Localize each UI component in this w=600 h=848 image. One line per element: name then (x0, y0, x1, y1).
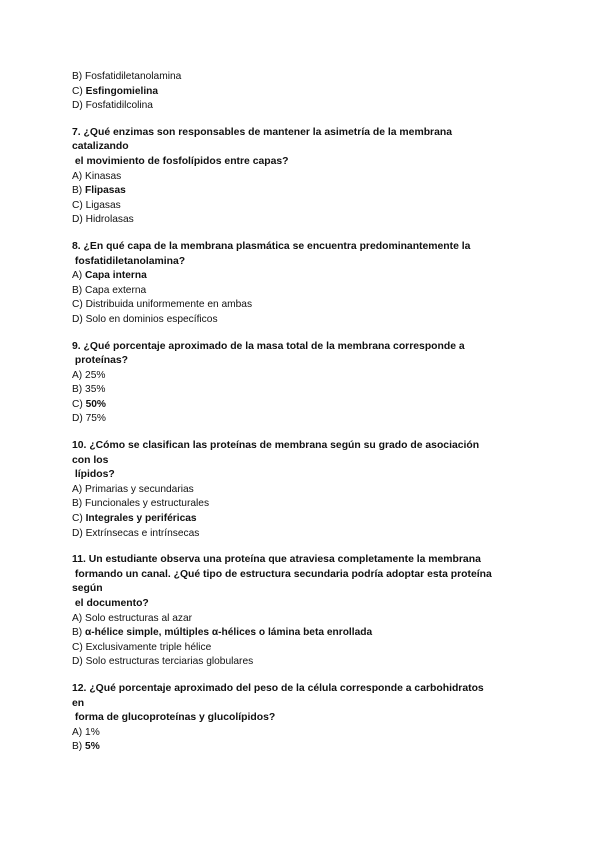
question-gap (72, 427, 522, 439)
answer-option (72, 298, 522, 313)
question-text: 10. ¿Cómo se clasifican las proteínas de membrana según su grado de asociación (72, 440, 480, 452)
option-text: Capa externa (85, 284, 147, 296)
question-text: 9. ¿Qué porcentaje aproximado de la masa total de la membrana corresponde a (72, 340, 465, 352)
question-gap (72, 328, 522, 340)
option-letter: B) (72, 185, 86, 197)
option-text: Solo estructuras al azar (85, 612, 193, 624)
correct-option-text: Capa interna (85, 270, 147, 282)
option-letter: C) (72, 641, 86, 653)
option-letter: A) (72, 170, 86, 182)
option-text: 25% (85, 369, 106, 381)
question-text: formando un canal. ¿Qué tipo de estructura secundaria podría adoptar esta proteína (72, 568, 492, 580)
option-letter: D) (72, 214, 86, 226)
answer-option (72, 99, 522, 114)
option-letter: B) (72, 498, 86, 510)
question-gap (72, 670, 522, 682)
option-text: Fosfatidiletanolamina (85, 71, 182, 82)
option-letter: A) (72, 270, 86, 282)
option-letter: D) (72, 100, 86, 112)
option-text: Solo en dominios específicos (85, 313, 218, 325)
answer-option (72, 412, 522, 427)
question-text: 7. ¿Qué enzimas son responsables de mantener la asimetría de la membrana (72, 126, 452, 138)
answer-option (72, 527, 522, 542)
answer-option (72, 612, 522, 627)
answer-option (72, 398, 522, 413)
question-gap (72, 228, 522, 240)
answer-option (72, 655, 522, 670)
correct-option-text: Flipasas (85, 185, 126, 197)
option-letter: C) (72, 85, 86, 97)
option-letter: C) (72, 299, 86, 311)
answer-option (72, 170, 522, 185)
option-letter: B) (72, 71, 86, 82)
option-text: Solo estructuras terciarias globulares (85, 656, 254, 668)
question-text: 11. Un estudiante observa una proteína que atraviesa completamente la membrana (72, 554, 481, 566)
answer-option (72, 199, 522, 214)
answer-option (72, 497, 522, 512)
question-text: lípidos? (72, 469, 115, 481)
option-letter: A) (72, 369, 86, 381)
answer-option (72, 269, 522, 284)
question-gap (72, 114, 522, 126)
correct-option-text: α-hélice simple, múltiples α-hélices o lámina beta enrollada (85, 627, 373, 639)
answer-option (72, 213, 522, 228)
answer-option (72, 85, 522, 100)
option-text: 35% (85, 384, 106, 396)
answer-option (72, 284, 522, 299)
option-letter: B) (72, 627, 86, 639)
option-text: Distribuida uniformemente en ambas (85, 299, 253, 311)
option-letter: D) (72, 413, 86, 425)
option-text: Extrínsecas e intrínsecas (85, 527, 200, 539)
option-letter: B) (72, 384, 86, 396)
question-text: proteínas? (72, 355, 129, 367)
correct-option-text: Esfingomielina (85, 85, 159, 97)
option-text: Ligasas (85, 199, 121, 211)
option-text: Primarias y secundarias (85, 483, 194, 495)
question-text: con los (72, 454, 109, 466)
answer-option (72, 184, 522, 199)
option-letter: A) (72, 726, 86, 738)
option-letter: D) (72, 656, 86, 668)
option-letter: C) (72, 199, 86, 211)
question-text: forma de glucoproteínas y glucolípidos? (72, 712, 276, 724)
answer-option (72, 626, 522, 641)
option-text: Exclusivamente triple hélice (85, 641, 212, 653)
correct-option-text: Integrales y periféricas (85, 513, 197, 525)
answer-option (72, 641, 522, 656)
question-text: 8. ¿En qué capa de la membrana plasmática se encuentra predominantemente la (72, 240, 471, 252)
document-page (72, 70, 522, 755)
question-text: fosfatidiletanolamina? (72, 255, 186, 267)
answer-option (72, 740, 522, 755)
option-letter: B) (72, 284, 86, 296)
question-text: en (72, 697, 85, 709)
option-letter: B) (72, 741, 86, 753)
answer-option (72, 512, 522, 527)
answer-option (72, 313, 522, 328)
option-text: Kinasas (85, 170, 122, 182)
correct-option-text: 50% (85, 398, 106, 410)
option-letter: C) (72, 513, 86, 525)
option-letter: A) (72, 483, 86, 495)
question-gap (72, 541, 522, 553)
option-text: Funcionales y estructurales (85, 498, 210, 510)
option-letter: D) (72, 527, 86, 539)
option-letter: C) (72, 398, 86, 410)
correct-option-text: 5% (85, 741, 100, 753)
answer-option (72, 383, 522, 398)
option-text: 1% (85, 726, 100, 738)
question-text: según (72, 583, 103, 595)
option-text: Hidrolasas (85, 214, 134, 226)
option-text: Fosfatidilcolina (85, 100, 153, 112)
question-text: el movimiento de fosfolípidos entre capas? (72, 155, 289, 167)
answer-option (72, 726, 522, 741)
question-text: 12. ¿Qué porcentaje aproximado del peso de la célula corresponde a carbohidratos (72, 682, 484, 694)
answer-option (72, 70, 522, 85)
question-text: catalizando (72, 141, 129, 153)
answer-option (72, 483, 522, 498)
question-text: el documento? (72, 598, 149, 609)
option-letter: A) (72, 612, 86, 624)
option-letter: D) (72, 313, 86, 325)
answer-option (72, 369, 522, 384)
option-text: 75% (85, 413, 106, 425)
